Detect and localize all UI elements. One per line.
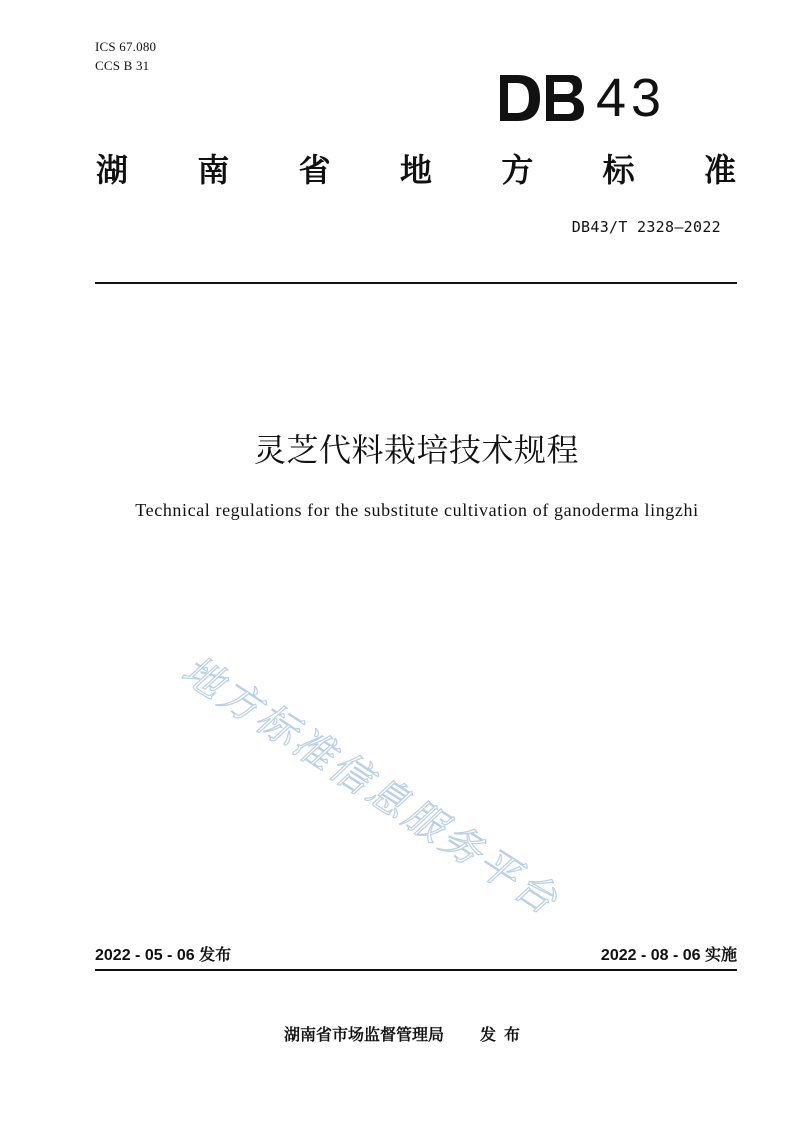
issuer-action: 发布 [480, 1025, 529, 1044]
watermark-char: 准 [284, 719, 343, 780]
standard-type-char: 地 [399, 151, 432, 189]
watermark-char: 标 [247, 695, 306, 756]
standard-type-char: 湖 [96, 151, 129, 189]
standard-type-char: 省 [298, 151, 331, 189]
watermark [174, 648, 567, 925]
province-code: 43 [596, 68, 667, 128]
effective-date: 2022 - 08 - 06 实施 [600, 947, 737, 964]
watermark-char: 平 [468, 838, 528, 900]
watermark-char: 信 [321, 743, 380, 804]
classification-codes [95, 37, 156, 75]
issuing-authority [0, 1024, 792, 1046]
issuer-name: 湖南省市场监督管理局 [283, 1025, 444, 1044]
standard-code: DB43/T 2328—2022 [571, 218, 721, 236]
watermark-char: 息 [357, 766, 417, 828]
standard-type-char: 准 [703, 151, 736, 189]
watermark-char: 方 [210, 671, 269, 732]
standard-type-char: 方 [501, 151, 534, 189]
top-divider [95, 282, 737, 284]
bottom-divider [95, 969, 737, 971]
db-logo-icon [500, 73, 586, 123]
ccs-code: CCS B 31 [95, 58, 150, 73]
document-title-english: Technical regulations for the substitute cultivation of ganoderma lingzhi [135, 500, 699, 520]
issue-date: 2022 - 05 - 06 发布 [95, 947, 232, 964]
ics-code: ICS 67.080 [95, 39, 157, 54]
document-title-chinese: 灵芝代料栽培技术规程 [253, 431, 579, 469]
watermark-char: 台 [505, 862, 565, 924]
watermark-char: 务 [431, 814, 491, 876]
standard-type-heading [96, 148, 736, 192]
standard-type-char: 南 [197, 151, 230, 189]
standard-mark [500, 70, 666, 126]
watermark-char: 服 [394, 790, 454, 852]
standard-type-char: 标 [602, 151, 635, 189]
watermark-char: 地 [173, 647, 233, 708]
